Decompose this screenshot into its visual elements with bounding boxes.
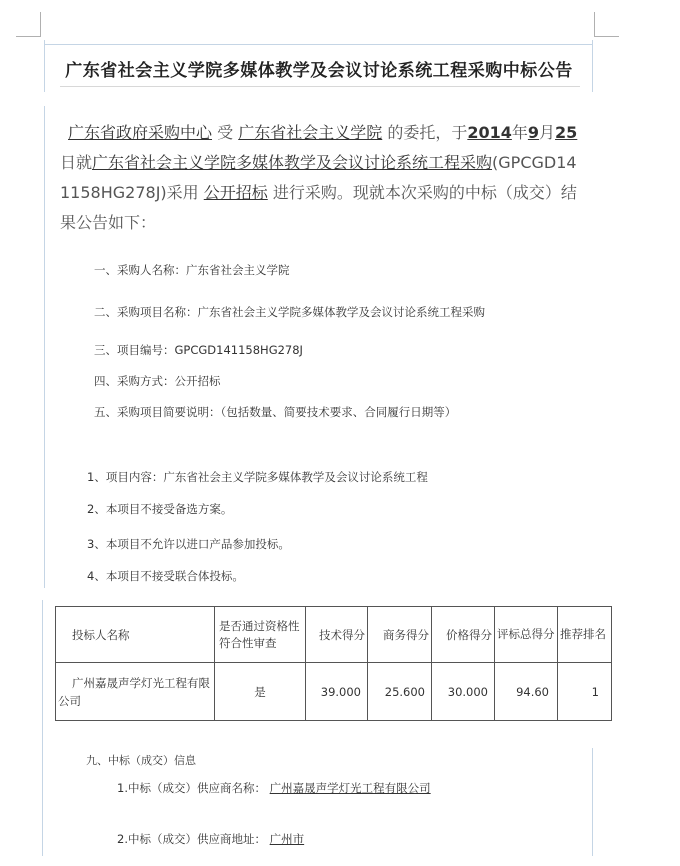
section-heading: 九、中标（成交）信息: [86, 754, 196, 767]
intro-text: 受: [217, 123, 234, 142]
frame-line: [44, 106, 45, 588]
page-corner-mark: [16, 12, 41, 37]
intro-text: 进行采购。现就本次采购的中标（成交）结果公告如下：: [60, 183, 577, 232]
list-item: 四、采购方式：公开招标: [94, 374, 221, 388]
supplier-name-line: [117, 780, 431, 796]
supplier-address-line: [117, 831, 304, 847]
cell-qualification: 是: [215, 663, 306, 721]
intro-text: 日就: [60, 153, 93, 172]
sub-item: 1、项目内容：广东省社会主义学院多媒体教学及会议讨论系统工程: [87, 470, 428, 484]
title-underline: [60, 86, 580, 87]
page-corner-mark: [594, 12, 619, 37]
sub-item: 3、本项目不允许以进口产品参加投标。: [87, 537, 290, 551]
intro-text: 采用: [166, 183, 199, 202]
header-tech-score: 技术得分: [306, 607, 368, 663]
table-header-row: [56, 607, 612, 663]
header-rank: 推荐排名: [558, 607, 612, 663]
intro-paragraph: [60, 118, 585, 238]
supplier-value: 广州嘉晟声学灯光工程有限公司: [269, 781, 431, 795]
frame-line: [44, 44, 593, 45]
list-item: 三、项目编号：GPCGD141158HG278J: [94, 343, 303, 357]
frame-line: [42, 600, 43, 856]
header-price-score: 价格得分: [432, 607, 495, 663]
address-value: 广州市: [269, 832, 305, 846]
address-label: 2.中标（成交）供应商地址：: [117, 832, 266, 846]
month-value: 9: [527, 123, 540, 142]
cell-bidder: 广州嘉晟声学灯光工程有限公司: [56, 663, 215, 721]
list-item: 一、采购人名称：广东省社会主义学院: [94, 263, 290, 277]
frame-line: [592, 40, 593, 92]
frame-line: [44, 40, 45, 92]
cell-price-score: 30.000: [432, 663, 495, 721]
agency-link[interactable]: 广东省政府采购中心: [68, 123, 213, 142]
purchaser-link[interactable]: 广东省社会主义学院: [238, 123, 383, 142]
header-qualification: 是否通过资格性符合性审查: [215, 607, 306, 663]
supplier-label: 1.中标（成交）供应商名称：: [117, 781, 266, 795]
intro-text: 年: [511, 123, 528, 142]
cell-business-score: 25.600: [368, 663, 432, 721]
project-code: (GPCGD141158HG278J): [60, 153, 577, 202]
project-name: 广东省社会主义学院多媒体教学及会议讨论系统工程采购: [92, 153, 493, 172]
intro-text: 的委托，于: [387, 123, 468, 142]
table-row: [56, 663, 612, 721]
cell-total-score: 94.60: [495, 663, 558, 721]
cell-rank: 1: [558, 663, 612, 721]
year-value: 2014: [467, 123, 512, 142]
header-business-score: 商务得分: [368, 607, 432, 663]
header-total-score: 评标总得分: [495, 607, 558, 663]
list-item: 五、采购项目简要说明：（包括数量、简要技术要求、合同履行日期等）: [94, 405, 457, 419]
intro-text: 月: [539, 123, 556, 142]
sub-item: 4、本项目不接受联合体投标。: [87, 569, 244, 583]
result-table: [55, 606, 612, 721]
day-value: 25: [555, 123, 578, 142]
header-bidder: 投标人名称: [56, 607, 215, 663]
page-title: 广东省社会主义学院多媒体教学及会议讨论系统工程采购中标公告: [65, 61, 573, 81]
sub-item: 2、本项目不接受备选方案。: [87, 502, 233, 516]
cell-tech-score: 39.000: [306, 663, 368, 721]
list-item: 二、采购项目名称：广东省社会主义学院多媒体教学及会议讨论系统工程采购: [94, 305, 485, 319]
procurement-method: 公开招标: [203, 183, 268, 202]
frame-line: [592, 748, 593, 856]
